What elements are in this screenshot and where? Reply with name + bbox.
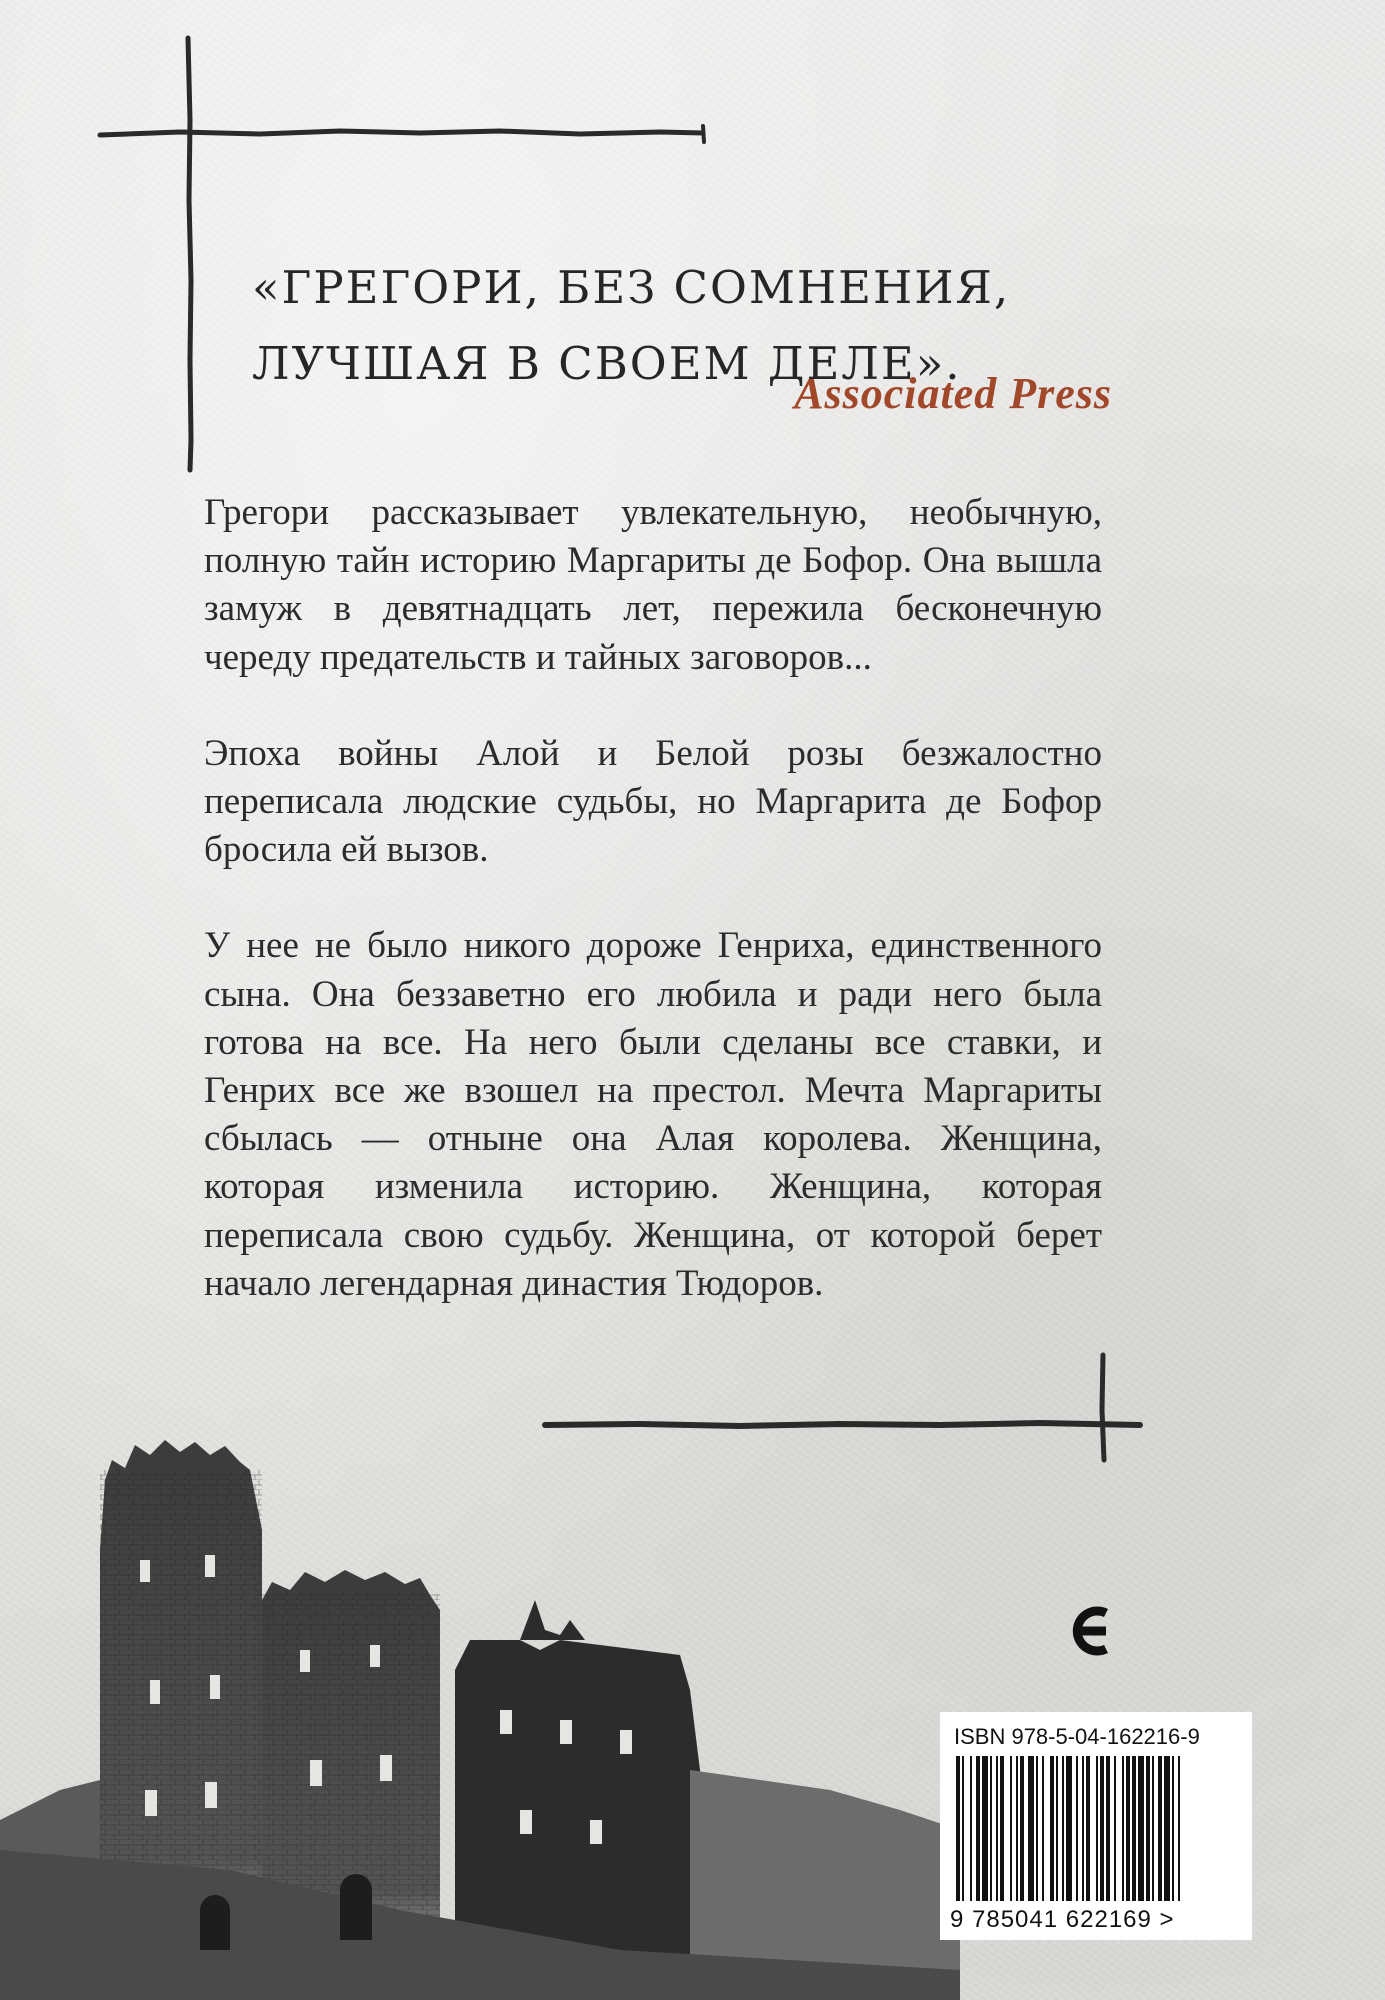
barcode-digits: 9 785041 622169 > [950, 1906, 1175, 1933]
barcode-bar [996, 1756, 998, 1901]
isbn-label: ISBN 978-5-04-162216-9 [954, 1724, 1200, 1749]
barcode-bar [990, 1756, 992, 1901]
barcode-bar [1114, 1756, 1116, 1901]
barcode-bar [1132, 1756, 1136, 1901]
barcode-bar [1028, 1756, 1034, 1901]
barcode-bar [1086, 1756, 1090, 1901]
barcode-bar [1076, 1756, 1078, 1901]
eksmo-logo-icon [1066, 1595, 1114, 1667]
barcode-bar [962, 1756, 964, 1901]
barcode-bar [1178, 1756, 1180, 1901]
description-paragraph-2: Эпоха войны Алой и Белой розы безжалостно переписала людские судьбы, но Маргарита де Бофор бросила ей вызов. [204, 732, 1102, 871]
barcode-bar [1050, 1756, 1054, 1901]
quote-line-1: «ГРЕГОРИ, БЕЗ СОМНЕНИЯ, [252, 261, 1011, 314]
barcode-bar [1122, 1756, 1124, 1901]
barcode-bar [1020, 1756, 1024, 1901]
barcode-bar [1056, 1756, 1058, 1901]
barcode-bar [1138, 1756, 1144, 1901]
barcode-bar [1158, 1756, 1162, 1901]
barcode-bar [1100, 1756, 1104, 1901]
book-description [204, 489, 1102, 1356]
barcode-bar [956, 1756, 960, 1901]
barcode-bar [1082, 1756, 1084, 1901]
barcode-bar [1106, 1756, 1110, 1901]
quote-source: Associated Press [794, 369, 1112, 418]
barcode-bar [1042, 1756, 1044, 1901]
barcode-bar [1146, 1756, 1150, 1901]
barcode-bar [1066, 1756, 1072, 1901]
description-paragraph-1: Грегори рассказывает увлекательную, необычную, полную тайн историю Маргариты де Бофор. Она вышла замуж в девятнадцать лет, пережила бесконечную череду предательств и тайных заговоров... [204, 492, 1102, 678]
isbn-barcode [940, 1712, 1252, 1940]
quote-line-2: ЛУЧШАЯ В СВОЕМ ДЕЛЕ». [252, 337, 962, 390]
barcode-bar [1126, 1756, 1130, 1901]
barcode-bar [982, 1756, 988, 1901]
barcode-bar [1010, 1756, 1012, 1901]
barcode-bars [954, 1756, 1238, 1906]
barcode-bar [1000, 1756, 1004, 1901]
barcode-bar [1164, 1756, 1170, 1901]
barcode-bar [1036, 1756, 1038, 1901]
barcode-bar [1172, 1756, 1174, 1901]
description-paragraph-3: У нее не было никого дороже Генриха, единственного сына. Она беззаветно его любила и ради него была готова на все. На него были сделаны все ставки, и Генрих все же взошел на престол. Мечта Маргариты сбылась — отныне она Алая королева. Женщина, которая изменила историю. Женщина, которая переписала свою судьбу. Женщина, от которой берет начало легендарная династия Тюдоров. [204, 925, 1102, 1304]
barcode-bar [1016, 1756, 1018, 1901]
castle-illustration [0, 1350, 1100, 2000]
barcode-bar [1096, 1756, 1098, 1901]
barcode-bar [970, 1756, 972, 1901]
barcode-bar [976, 1756, 980, 1901]
barcode-bar [1062, 1756, 1064, 1901]
barcode-bar [1152, 1756, 1154, 1901]
